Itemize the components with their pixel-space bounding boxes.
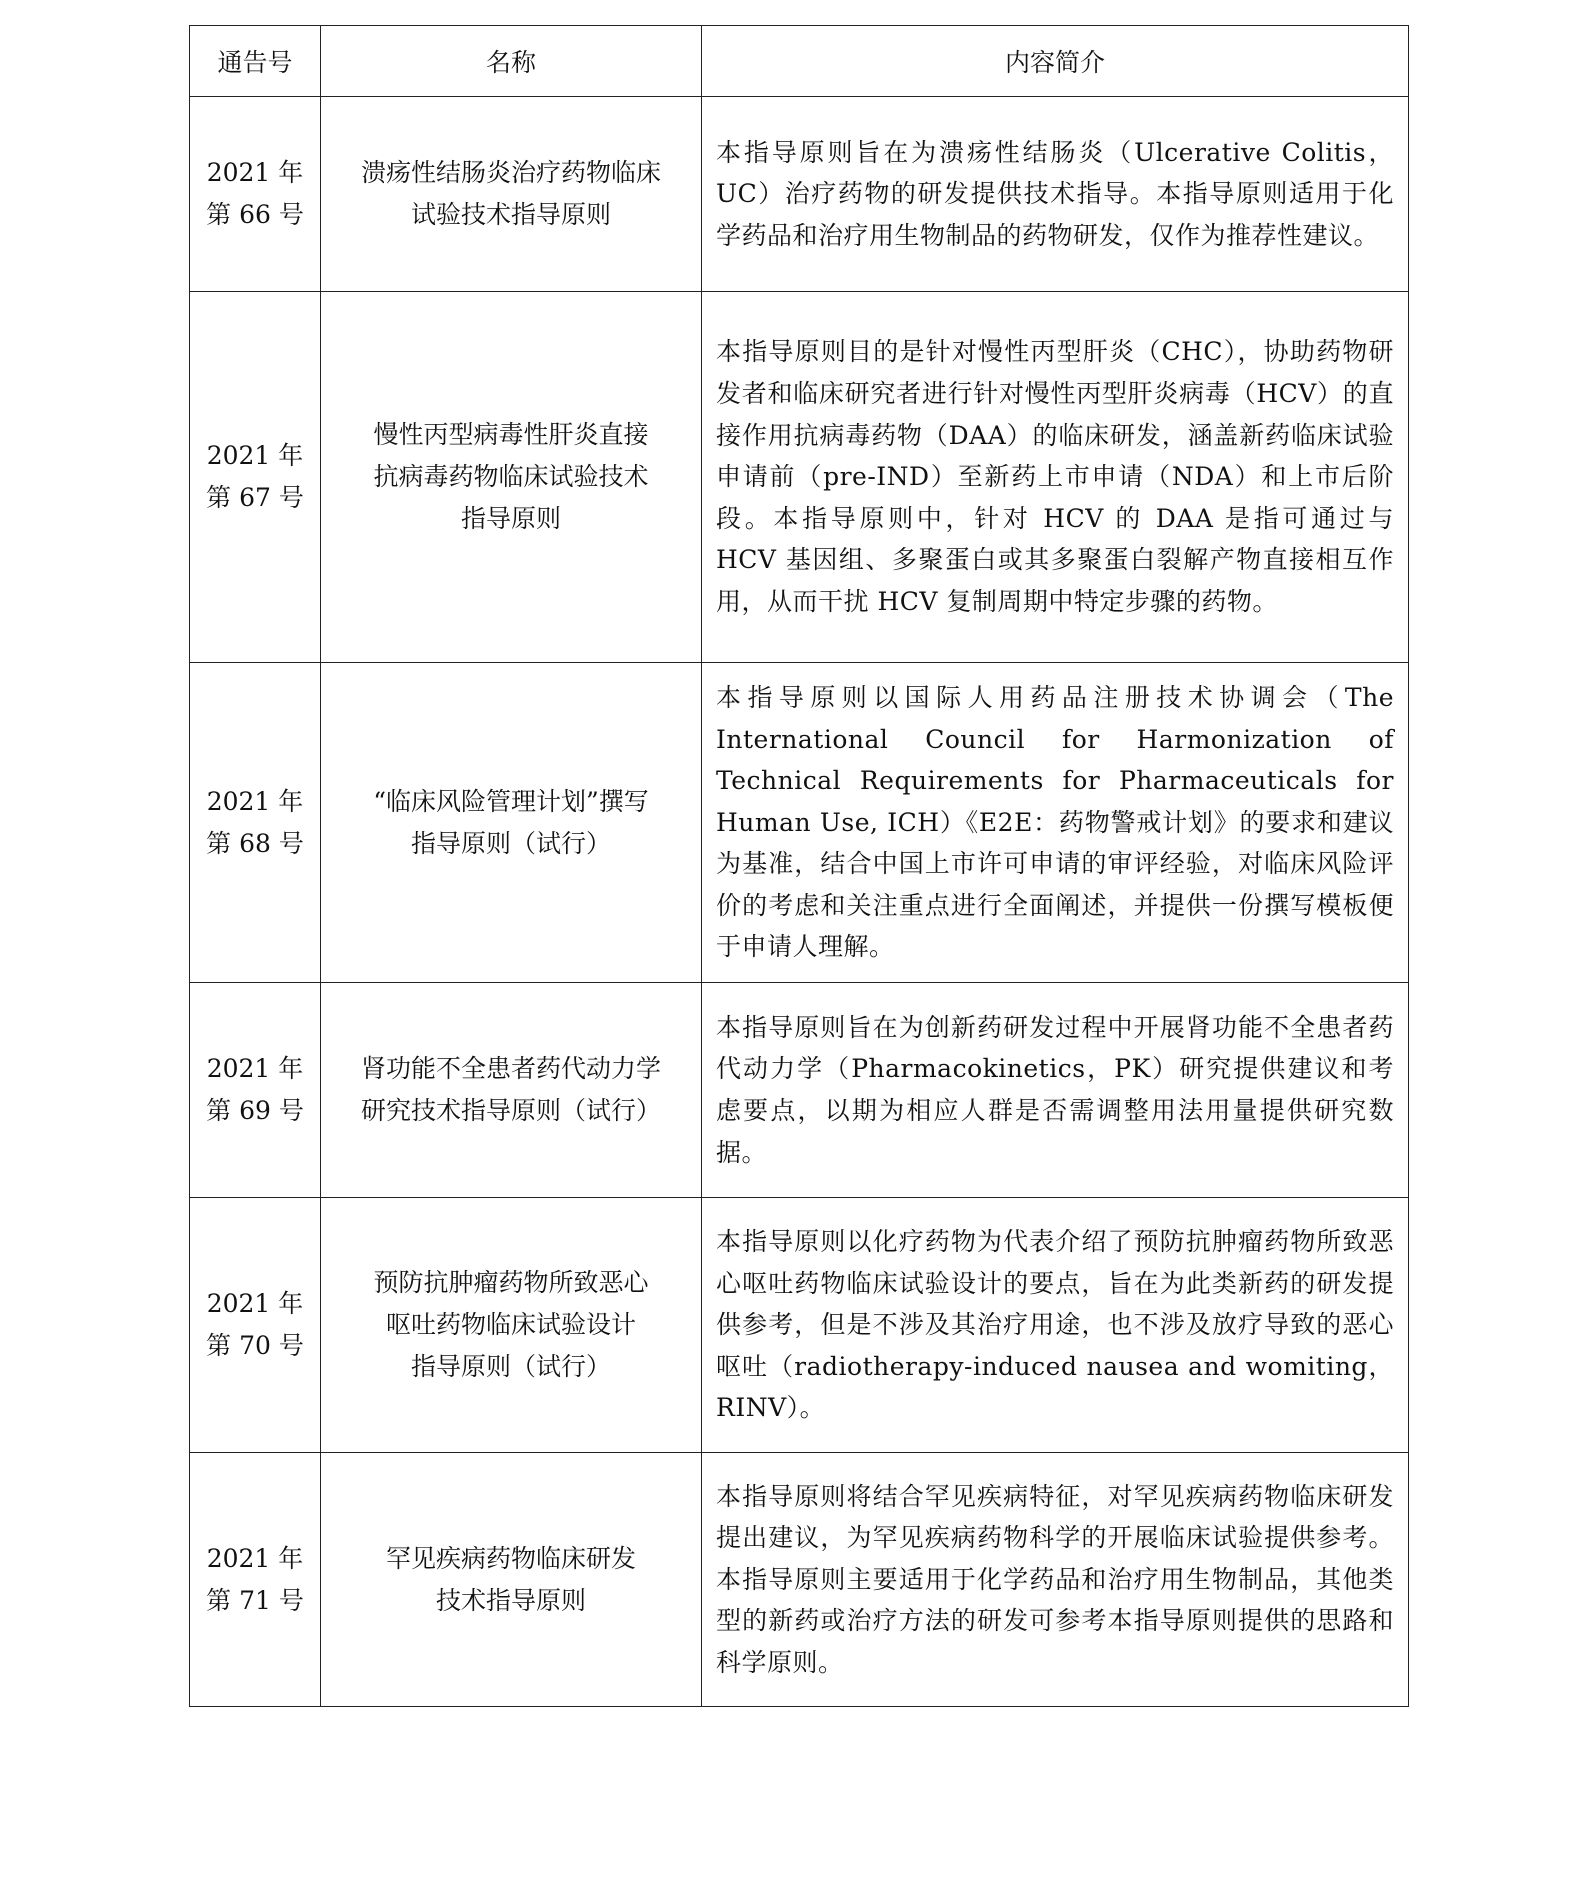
summary-cell: 本指导原则旨在为溃疡性结肠炎（Ulcerative Colitis，UC）治疗药物的研发提供技术指导。本指导原则适用于化学药品和治疗用生物制品的药物研发，仅作为推荐性建议。 <box>702 97 1409 292</box>
guideline-name-line: 预防抗肿瘤药物所致恶心 <box>373 1268 649 1297</box>
table-row <box>190 983 1409 1198</box>
table-header-row <box>190 26 1409 97</box>
notice-number: 第 67 号 <box>206 483 304 512</box>
table-row <box>190 663 1409 983</box>
summary-cell: 本指导原则旨在为创新药研发过程中开展肾功能不全患者药代动力学（Pharmacokinetics，PK）研究提供建议和考虑要点，以期为相应人群是否需调整用法用量提供研究数据。 <box>702 983 1409 1198</box>
summary-cell: 本指导原则以国际人用药品注册技术协调会（The International Council for Harmonization of Technical Requirements for Pharmaceuticals for Human Use, ICH）《E2E：药物警戒计划》的要求和建议为基准，结合中国上市许可申请的审评经验，对临床风险评价的考虑和关注重点进行全面阐述，并提供一份撰写模板便于申请人理解。 <box>702 663 1409 983</box>
guideline-name-cell <box>321 97 702 292</box>
notice-number: 第 70 号 <box>206 1331 304 1360</box>
guideline-name-line: 试验技术指导原则 <box>410 200 611 229</box>
guideline-name-line: “临床风险管理计划”撰写 <box>373 786 649 816</box>
guideline-name-line: 溃疡性结肠炎治疗药物临床 <box>360 158 661 187</box>
guideline-name-cell <box>321 663 702 983</box>
guideline-name-cell <box>321 983 702 1198</box>
notice-year: 2021 年 <box>206 158 304 187</box>
guideline-name-line: 研究技术指导原则（试行） <box>360 1096 661 1125</box>
header-notice-number: 通告号 <box>190 26 321 97</box>
header-name: 名称 <box>321 26 702 97</box>
guideline-name-cell <box>321 292 702 663</box>
notice-year: 2021 年 <box>206 1543 304 1573</box>
guideline-name-cell <box>321 1453 702 1707</box>
notice-table <box>189 25 1409 1707</box>
notice-number-cell <box>190 292 321 663</box>
notice-number-cell <box>190 1453 321 1707</box>
notice-number-cell <box>190 1198 321 1453</box>
guideline-name-line: 指导原则（试行） <box>410 1352 611 1381</box>
notice-year: 2021 年 <box>206 1054 304 1083</box>
notice-year: 2021 年 <box>206 786 304 816</box>
table-row <box>190 1453 1409 1707</box>
guideline-name-line: 抗病毒药物临床试验技术 <box>373 462 649 491</box>
guideline-name-line: 技术指导原则 <box>435 1585 586 1615</box>
guideline-name-line: 呕吐药物临床试验设计 <box>385 1310 636 1339</box>
notice-number-cell <box>190 983 321 1198</box>
notice-number: 第 71 号 <box>206 1585 304 1615</box>
notice-number: 第 69 号 <box>206 1096 304 1125</box>
notice-year: 2021 年 <box>206 1289 304 1318</box>
notice-number-cell <box>190 663 321 983</box>
guideline-name-line: 罕见疾病药物临床研发 <box>385 1543 636 1573</box>
summary-cell: 本指导原则以化疗药物为代表介绍了预防抗肿瘤药物所致恶心呕吐药物临床试验设计的要点，旨在为此类新药的研发提供参考，但是不涉及其治疗用途，也不涉及放疗导致的恶心呕吐（radiotherapy-induced nausea and womiting，RINV）。 <box>702 1198 1409 1453</box>
guideline-name-line: 指导原则（试行） <box>410 828 611 858</box>
notice-number-cell <box>190 97 321 292</box>
header-summary: 内容简介 <box>702 26 1409 97</box>
table-row <box>190 97 1409 292</box>
table-row <box>190 292 1409 663</box>
summary-cell: 本指导原则将结合罕见疾病特征，对罕见疾病药物临床研发提出建议，为罕见疾病药物科学的开展临床试验提供参考。本指导原则主要适用于化学药品和治疗用生物制品，其他类型的新药或治疗方法的研发可参考本指导原则提供的思路和科学原则。 <box>702 1453 1409 1707</box>
notice-year: 2021 年 <box>206 441 304 470</box>
notice-number: 第 68 号 <box>206 828 304 858</box>
notice-number: 第 66 号 <box>206 200 304 229</box>
guideline-name-cell <box>321 1198 702 1453</box>
guideline-name-line: 指导原则 <box>460 504 561 533</box>
guideline-name-line: 慢性丙型病毒性肝炎直接 <box>373 420 649 449</box>
table-row <box>190 1198 1409 1453</box>
guideline-name-line: 肾功能不全患者药代动力学 <box>360 1054 661 1083</box>
summary-cell: 本指导原则目的是针对慢性丙型肝炎（CHC），协助药物研发者和临床研究者进行针对慢性丙型肝炎病毒（HCV）的直接作用抗病毒药物（DAA）的临床研发，涵盖新药临床试验申请前（pre-IND）至新药上市申请（NDA）和上市后阶段。本指导原则中，针对 HCV 的 DAA 是指可通过与 HCV 基因组、多聚蛋白或其多聚蛋白裂解产物直接相互作用，从而干扰 HCV 复制周期中特定步骤的药物。 <box>702 292 1409 663</box>
